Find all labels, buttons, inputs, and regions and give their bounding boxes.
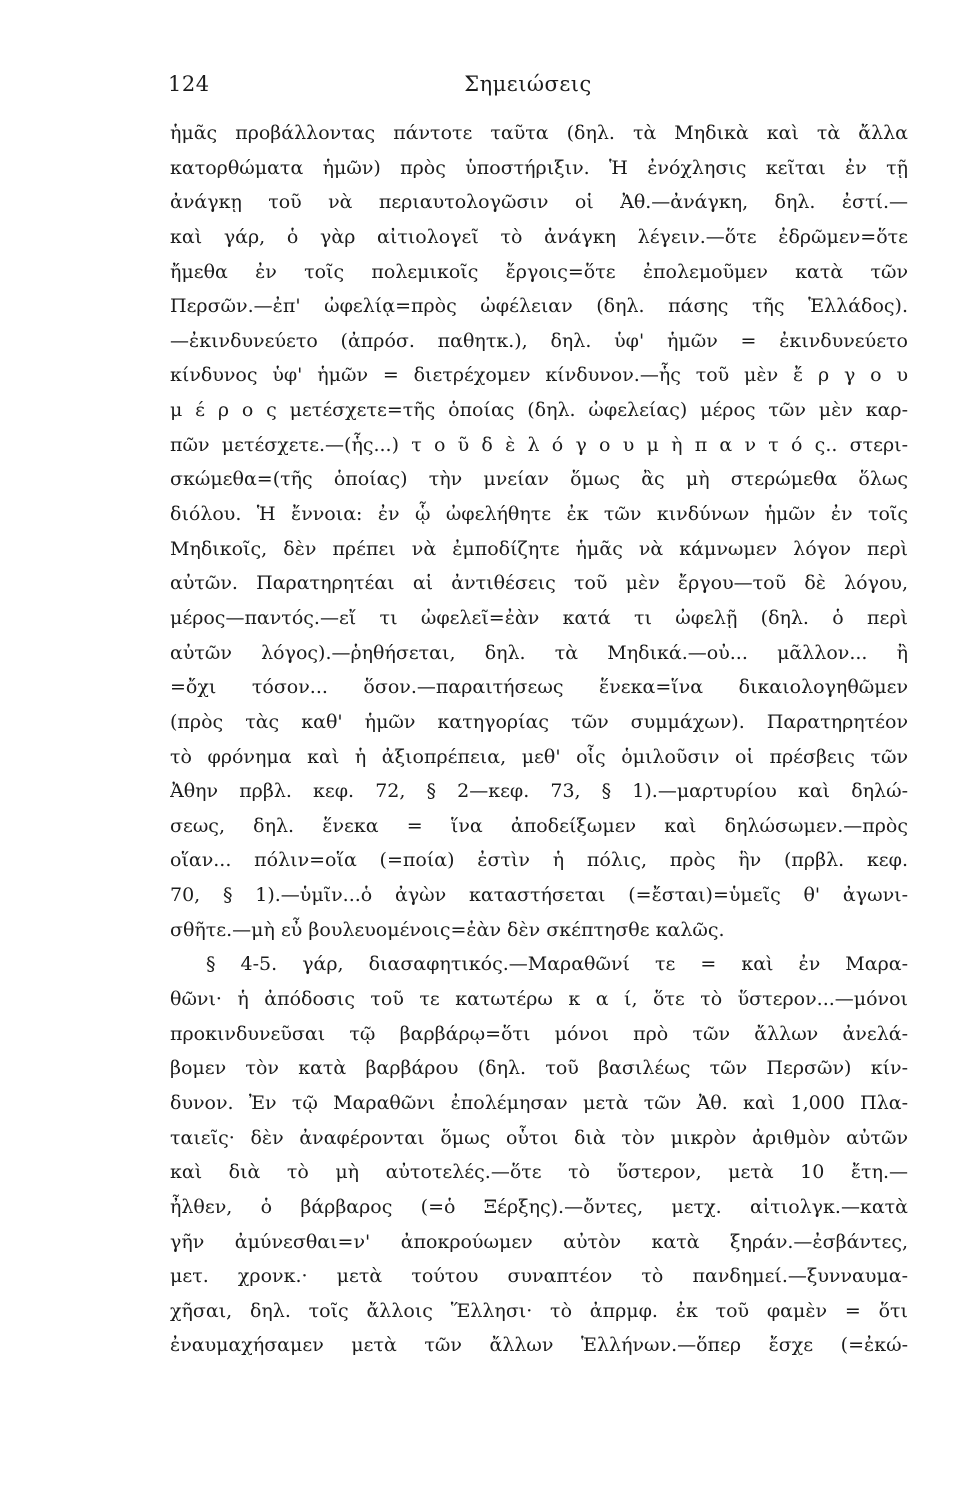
text-line: κίνδυνος ὑφ' ἡμῶν = διετρέχομεν κίνδυνον.—ἧς τοῦ μὲν ἔ ρ γ ο υ: [170, 364, 908, 387]
text-line: βομεν τὸν κατὰ βαρβάρου (δηλ. τοῦ βασιλέως τῶν Περσῶν) κίν-: [170, 1057, 908, 1080]
text-line: αὐτῶν. Παρατηρητέαι αἱ ἀντιθέσεις τοῦ μὲν ἔργου—τοῦ δὲ λόγου,: [170, 572, 908, 595]
text-line: κατορθώματα ἡμῶν) πρὸς ὑποστήριξιν. Ἡ ἐνόχλησις κεῖται ἐν τῇ: [170, 156, 908, 179]
text-line: καὶ διὰ τὸ μὴ αὐτοτελές.—ὅτε τὸ ὕστερον, μετὰ 10 ἔτη.—: [170, 1161, 908, 1184]
text-line: μέρος—παντός.—εἴ τι ὠφελεῖ=ἐὰν κατά τι ὠφελῇ (δηλ. ὁ περὶ: [170, 606, 908, 629]
page-number: 124: [168, 72, 210, 96]
text-line: ἐναυμαχήσαμεν μετὰ τῶν ἄλλων Ἑλλήνων.—ὅπερ ἔσχε (=ἐκώ-: [170, 1334, 908, 1357]
text-line: ἀνάγκῃ τοῦ νὰ περιαυτολογῶσιν οἱ Ἀθ.—ἀνάγκη, δηλ. ἐστί.—: [170, 191, 908, 214]
text-line: § 4-5. γάρ, διασαφητικός.—Μαραθῶνί τε = καὶ ἐν Μαρα-: [206, 953, 908, 976]
text-line: καὶ γάρ, ὁ γὰρ αἰτιολογεῖ τὸ ἀνάγκη λέγειν.—ὅτε ἐδρῶμεν=ὅτε: [170, 225, 908, 248]
running-title: Σημειώσεις: [464, 72, 592, 96]
text-line: χῆσαι, δηλ. τοῖς ἄλλοις Ἕλλησι· τὸ ἀπρμφ. ἐκ τοῦ φαμὲν = ὅτι: [170, 1299, 908, 1322]
text-line: μετ. χρονκ.· μετὰ τούτου συναπτέον τὸ πανδημεί.—ξυνναυμα-: [170, 1265, 908, 1288]
text-line: =ὄχι τόσον... ὅσον.—παραιτήσεως ἕνεκα=ἵνα δικαιολογηθῶμεν: [170, 676, 908, 699]
text-line: ταιεῖς· δὲν ἀναφέρονται ὅμως οὗτοι διὰ τὸν μικρὸν ἀριθμὸν αὐτῶν: [170, 1126, 908, 1149]
text-line: προκινδυνεῦσαι τῷ βαρβάρῳ=ὅτι μόνοι πρὸ τῶν ἄλλων ἀνελά-: [170, 1022, 908, 1045]
text-line: (πρὸς τὰς καθ' ἡμῶν κατηγορίας τῶν συμμάχων). Παρατηρητέον: [170, 710, 908, 733]
text-line: θῶνι· ἡ ἀπόδοσις τοῦ τε κατωτέρω κ α ί, ὅτε τὸ ὕστερον...—μόνοι: [170, 988, 908, 1011]
text-line: ἡμᾶς προβάλλοντας πάντοτε ταῦτα (δηλ. τὰ Μηδικὰ καὶ τὰ ἄλλα: [170, 122, 908, 144]
commentary-text: [170, 116, 908, 1363]
text-line: —ἐκινδυνεύετο (ἀπρόσ. παθητκ.), δηλ. ὑφ' ἡμῶν = ἐκινδυνεύετο: [170, 329, 908, 352]
text-line: τὸ φρόνημα καὶ ἡ ἀξιοπρέπεια, μεθ' οἷς ὁμιλοῦσιν οἱ πρέσβεις τῶν: [170, 745, 908, 768]
text-line: ἦλθεν, ὁ βάρβαρος (=ὁ Ξέρξης).—ὄντες, μετχ. αἰτιολγκ.—κατὰ: [170, 1195, 908, 1218]
text-line: 70, § 1).—ὑμῖν...ὁ ἀγὼν καταστήσεται (=ἔσται)=ὑμεῖς θ' ἀγωνι-: [170, 884, 908, 907]
running-header: [148, 72, 908, 102]
text-line: Περσῶν.—ἐπ' ὠφελίᾳ=πρὸς ὠφέλειαν (δηλ. πάσης τῆς Ἑλλάδος).: [170, 295, 908, 318]
text-line: αὐτῶν λόγος).—ῥηθήσεται, δηλ. τὰ Μηδικά.—οὐ... μᾶλλον... ἢ: [170, 641, 908, 664]
text-line: ἤμεθα ἐν τοῖς πολεμικοῖς ἔργοις=ὅτε ἐπολεμοῦμεν κατὰ τῶν: [170, 260, 908, 283]
text-line: Μηδικοῖς, δὲν πρέπει νὰ ἐμποδίζητε ἡμᾶς νὰ κάμνωμεν λόγον περὶ: [170, 537, 908, 560]
text-line: σεως, δηλ. ἕνεκα = ἵνα ἀποδείξωμεν καὶ δηλώσωμεν.—πρὸς: [170, 814, 908, 837]
text-line: πῶν μετέσχετε.—(ἧς...) τ ο ῦ δ ὲ λ ό γ ο υ μ ὴ π α ν τ ό ς.. στερι-: [170, 433, 908, 456]
text-line: σκώμεθα=(τῆς ὁποίας) τὴν μνείαν ὅμως ἂς μὴ στερώμεθα ὅλως: [170, 468, 908, 491]
text-line: διόλου. Ἡ ἔννοια: ἐν ᾧ ὠφελήθητε ἐκ τῶν κινδύνων ἡμῶν ἐν τοῖς: [170, 503, 908, 526]
text-line: γῆν ἀμύνεσθαι=ν' ἀποκρούωμεν αὐτὸν κατὰ ξηράν.—ἐσβάντες,: [170, 1230, 908, 1253]
text-line: Ἀθην πρβλ. κεφ. 72, § 2—κεφ. 73, § 1).—μαρτυρίου καὶ δηλώ-: [170, 780, 908, 803]
text-line: μ έ ρ ο ς μετέσχετε=τῆς ὁποίας (δηλ. ὠφελείας) μέρος τῶν μὲν καρ-: [170, 399, 908, 422]
text-line: οἵαν... πόλιν=οἵα (=ποία) ἐστὶν ἡ πόλις, πρὸς ἣν (πρβλ. κεφ.: [170, 849, 908, 872]
text-line: σθῆτε.—μὴ εὖ βουλευομένοις=ἐὰν δὲν σκέπτησθε καλῶς.: [170, 918, 725, 941]
text-line: δυνον. Ἐν τῷ Μαραθῶνι ἐπολέμησαν μετὰ τῶν Ἀθ. καὶ 1,000 Πλα-: [170, 1091, 908, 1114]
